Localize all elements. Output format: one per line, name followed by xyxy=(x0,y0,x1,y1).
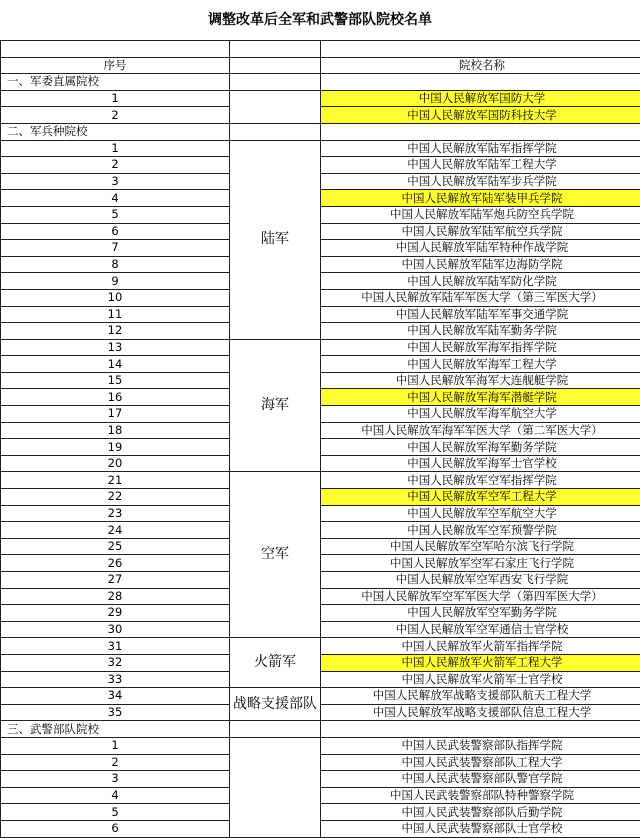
table-row xyxy=(1,273,640,290)
row-no: 6 xyxy=(1,223,230,240)
school-name: 中国人民解放军空军西安飞行学院 xyxy=(321,572,640,589)
table-row xyxy=(1,422,640,439)
school-name: 中国人民武装警察部队后勤学院 xyxy=(321,804,640,821)
table-row xyxy=(1,339,640,356)
row-no: 3 xyxy=(1,173,230,190)
table-row xyxy=(1,754,640,771)
row-no: 14 xyxy=(1,356,230,373)
branch-cell xyxy=(230,90,321,123)
row-no: 1 xyxy=(1,140,230,157)
row-no: 8 xyxy=(1,256,230,273)
school-name: 中国人民解放军海军工程大学 xyxy=(321,356,640,373)
row-no: 2 xyxy=(1,107,230,124)
table-row xyxy=(1,787,640,804)
table-row xyxy=(1,671,640,688)
table-row xyxy=(1,455,640,472)
row-no: 35 xyxy=(1,704,230,721)
table-row xyxy=(1,771,640,788)
table-row xyxy=(1,173,640,190)
branch-cell: 陆军 xyxy=(230,140,321,339)
school-name: 中国人民解放军海军大连舰艇学院 xyxy=(321,372,640,389)
branch-cell xyxy=(230,737,321,837)
table-row xyxy=(1,704,640,721)
row-no: 23 xyxy=(1,505,230,522)
header-no: 序号 xyxy=(1,57,230,74)
table-row xyxy=(1,389,640,406)
school-name: 中国人民解放军陆军特种作战学院 xyxy=(321,240,640,257)
row-no: 12 xyxy=(1,323,230,340)
table-row xyxy=(1,538,640,555)
row-no: 17 xyxy=(1,406,230,423)
section-label: 二、军兵种院校 xyxy=(1,123,230,140)
school-name: 中国人民解放军火箭军士官学校 xyxy=(321,671,640,688)
table-row xyxy=(1,289,640,306)
row-no: 30 xyxy=(1,621,230,638)
table-row xyxy=(1,522,640,539)
table-row xyxy=(1,605,640,622)
header-branch xyxy=(230,57,321,74)
table-row xyxy=(1,323,640,340)
row-no: 21 xyxy=(1,472,230,489)
row-no: 10 xyxy=(1,289,230,306)
school-name: 中国人民解放军陆军炮兵防空兵学院 xyxy=(321,206,640,223)
school-name: 中国人民武装警察部队工程大学 xyxy=(321,754,640,771)
row-no: 4 xyxy=(1,787,230,804)
row-no: 29 xyxy=(1,605,230,622)
row-no: 22 xyxy=(1,489,230,506)
section-label: 三、武警部队院校 xyxy=(1,721,230,738)
header-row xyxy=(1,57,640,74)
row-no: 33 xyxy=(1,671,230,688)
row-no: 31 xyxy=(1,638,230,655)
section-row xyxy=(1,123,640,140)
row-no: 18 xyxy=(1,422,230,439)
school-name: 中国人民解放军陆军航空兵学院 xyxy=(321,223,640,240)
row-no: 25 xyxy=(1,538,230,555)
table-row xyxy=(1,240,640,257)
row-no: 6 xyxy=(1,820,230,837)
table-row xyxy=(1,654,640,671)
school-name: 中国人民武装警察部队警官学院 xyxy=(321,771,640,788)
header-name: 院校名称 xyxy=(321,57,640,74)
row-no: 16 xyxy=(1,389,230,406)
school-name: 中国人民解放军海军军医大学（第二军医大学） xyxy=(321,422,640,439)
row-no: 3 xyxy=(1,771,230,788)
school-name: 中国人民解放军陆军步兵学院 xyxy=(321,173,640,190)
row-no: 27 xyxy=(1,572,230,589)
school-name: 中国人民解放军陆军工程大学 xyxy=(321,157,640,174)
row-no: 5 xyxy=(1,804,230,821)
row-no: 1 xyxy=(1,90,230,107)
table-row xyxy=(1,372,640,389)
row-no: 9 xyxy=(1,273,230,290)
table-row xyxy=(1,621,640,638)
school-name: 中国人民解放军空军勤务学院 xyxy=(321,605,640,622)
row-no: 7 xyxy=(1,240,230,257)
row-no: 4 xyxy=(1,190,230,207)
table-row xyxy=(1,206,640,223)
section-row xyxy=(1,74,640,91)
row-no: 34 xyxy=(1,688,230,705)
school-name: 中国人民解放军陆军军事交通学院 xyxy=(321,306,640,323)
page-title: 调整改革后全军和武警部队院校名单 xyxy=(0,0,640,40)
school-name: 中国人民解放军战略支援部队航天工程大学 xyxy=(321,688,640,705)
table-row xyxy=(1,306,640,323)
table-row xyxy=(1,688,640,705)
branch-cell: 火箭军 xyxy=(230,638,321,688)
school-name: 中国人民解放军空军工程大学 xyxy=(321,489,640,506)
school-name: 中国人民武装警察部队特种警察学院 xyxy=(321,787,640,804)
section-row xyxy=(1,721,640,738)
branch-cell: 空军 xyxy=(230,472,321,638)
row-no: 1 xyxy=(1,737,230,754)
school-name: 中国人民解放军海军航空大学 xyxy=(321,406,640,423)
table-row xyxy=(1,820,640,837)
row-no: 32 xyxy=(1,654,230,671)
row-no: 2 xyxy=(1,157,230,174)
table-row xyxy=(1,638,640,655)
school-name: 中国人民解放军陆军指挥学院 xyxy=(321,140,640,157)
school-name: 中国人民解放军国防科技大学 xyxy=(321,107,640,124)
school-name: 中国人民解放军海军勤务学院 xyxy=(321,439,640,456)
school-name: 中国人民解放军陆军边海防学院 xyxy=(321,256,640,273)
table-row xyxy=(1,572,640,589)
row-no: 15 xyxy=(1,372,230,389)
table-row xyxy=(1,439,640,456)
row-no: 20 xyxy=(1,455,230,472)
school-name: 中国人民解放军陆军勤务学院 xyxy=(321,323,640,340)
school-name: 中国人民解放军海军潜艇学院 xyxy=(321,389,640,406)
row-no: 19 xyxy=(1,439,230,456)
table-row xyxy=(1,555,640,572)
school-name: 中国人民解放军空军军医大学（第四军医大学） xyxy=(321,588,640,605)
school-name: 中国人民解放军空军指挥学院 xyxy=(321,472,640,489)
table-row xyxy=(1,406,640,423)
row-no: 2 xyxy=(1,754,230,771)
table-row xyxy=(1,190,640,207)
school-name: 中国人民解放军国防大学 xyxy=(321,90,640,107)
school-name: 中国人民解放军海军士官学校 xyxy=(321,455,640,472)
table-row xyxy=(1,489,640,506)
school-name: 中国人民解放军陆军军医大学（第三军医大学） xyxy=(321,289,640,306)
table-row xyxy=(1,737,640,754)
school-table xyxy=(0,40,640,838)
table-row xyxy=(1,90,640,107)
row-no: 13 xyxy=(1,339,230,356)
table-row xyxy=(1,588,640,605)
school-name: 中国人民武装警察部队士官学校 xyxy=(321,820,640,837)
table-row xyxy=(1,107,640,124)
row-no: 26 xyxy=(1,555,230,572)
school-name: 中国人民武装警察部队指挥学院 xyxy=(321,737,640,754)
section-label: 一、军委直属院校 xyxy=(1,74,230,91)
row-no: 5 xyxy=(1,206,230,223)
table-row xyxy=(1,256,640,273)
table-row xyxy=(1,157,640,174)
table-row xyxy=(1,804,640,821)
school-name: 中国人民解放军火箭军工程大学 xyxy=(321,654,640,671)
blank-row xyxy=(1,41,640,58)
branch-cell: 海军 xyxy=(230,339,321,472)
school-name: 中国人民解放军战略支援部队信息工程大学 xyxy=(321,704,640,721)
table-row xyxy=(1,140,640,157)
school-name: 中国人民解放军空军石家庄飞行学院 xyxy=(321,555,640,572)
school-name: 中国人民解放军火箭军指挥学院 xyxy=(321,638,640,655)
school-name: 中国人民解放军空军预警学院 xyxy=(321,522,640,539)
school-name: 中国人民解放军空军航空大学 xyxy=(321,505,640,522)
row-no: 24 xyxy=(1,522,230,539)
table-row xyxy=(1,472,640,489)
school-name: 中国人民解放军海军指挥学院 xyxy=(321,339,640,356)
school-name: 中国人民解放军陆军防化学院 xyxy=(321,273,640,290)
school-name: 中国人民解放军陆军装甲兵学院 xyxy=(321,190,640,207)
branch-cell: 战略支援部队 xyxy=(230,688,321,721)
table-row xyxy=(1,505,640,522)
table-row xyxy=(1,223,640,240)
row-no: 11 xyxy=(1,306,230,323)
table-row xyxy=(1,356,640,373)
row-no: 28 xyxy=(1,588,230,605)
school-name: 中国人民解放军空军哈尔滨飞行学院 xyxy=(321,538,640,555)
school-name: 中国人民解放军空军通信士官学校 xyxy=(321,621,640,638)
